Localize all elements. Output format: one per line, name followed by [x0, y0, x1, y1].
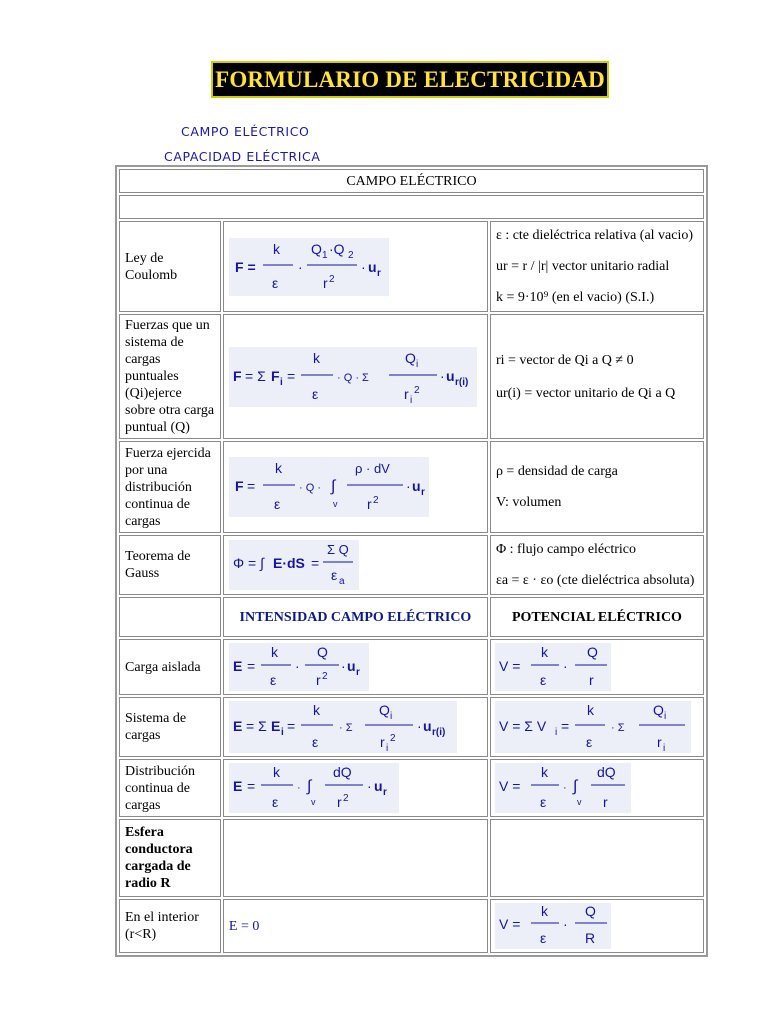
table-row [119, 314, 704, 439]
svg-text:ε: ε [271, 274, 279, 291]
note-text: ur(i) = vector unitario de Qi a Q [495, 385, 676, 401]
svg-text:E·dS: E·dS [272, 555, 305, 571]
row-label: Distribución continua de cargas [119, 759, 221, 817]
svg-text:= Σ: = Σ [245, 718, 267, 734]
svg-text:r: r [376, 267, 381, 279]
svg-text:∫: ∫ [306, 778, 312, 795]
table-row [119, 535, 704, 595]
formula-gauss [229, 540, 359, 590]
svg-text:r: r [656, 734, 662, 750]
svg-text:V =: V = [498, 778, 521, 794]
svg-text:Q: Q [378, 702, 390, 718]
svg-text:i: i [415, 358, 419, 370]
svg-text:·: · [294, 658, 300, 674]
svg-text:v: v [332, 499, 338, 509]
svg-text:ε: ε [585, 734, 593, 750]
table-subheader-row [119, 597, 704, 637]
svg-text:E: E [270, 718, 281, 734]
svg-text:Q: Q [652, 702, 664, 718]
svg-text:ε: ε [273, 496, 281, 512]
formula-v-distribucion [495, 763, 631, 813]
svg-text:·: · [296, 782, 301, 794]
svg-text:·: · [366, 778, 372, 794]
svg-text:Q: Q [316, 644, 328, 660]
svg-text:2: 2 [413, 384, 420, 396]
svg-text:r: r [366, 496, 372, 512]
note-text: ur = r / |r| vector unitario radial [495, 259, 670, 274]
svg-text:E: E [232, 658, 243, 674]
svg-text:u: u [422, 718, 432, 734]
formula-table [115, 165, 708, 957]
note-text: ri = vector de Qi a Q ≠ 0 [495, 352, 634, 368]
notes-cell [490, 221, 704, 312]
empty-cell [119, 597, 221, 637]
svg-text:i: i [279, 376, 283, 388]
table-row [119, 441, 704, 533]
svg-text:u: u [445, 367, 455, 384]
svg-text:=: = [246, 658, 256, 674]
note-text: V: volumen [495, 495, 562, 510]
formula-cell [223, 221, 488, 312]
row-label: Fuerzas que un sistema de cargas puntuales (Qi)ejerce sobre otra carga puntual (Q) [119, 314, 221, 439]
svg-text:u: u [346, 658, 356, 674]
svg-text:·: · [562, 916, 568, 932]
svg-text:· Σ: · Σ [610, 722, 625, 734]
svg-text:dQ: dQ [332, 764, 352, 780]
formula-cell [490, 639, 704, 695]
svg-text:V =: V = [498, 916, 521, 932]
svg-text:k: k [540, 644, 548, 660]
svg-text:u: u [411, 478, 421, 494]
svg-text:· Σ: · Σ [338, 722, 353, 734]
svg-text:2: 2 [321, 671, 328, 682]
table-row [119, 759, 704, 817]
formula-cell [223, 697, 488, 757]
row-label: Teorema de Gauss [119, 535, 221, 595]
formula-cell [223, 441, 488, 533]
svg-text:ε: ε [539, 672, 547, 688]
svg-text:k: k [312, 349, 320, 366]
formula-cell [223, 639, 488, 695]
formula-cell [223, 899, 488, 953]
table-row [119, 639, 704, 695]
svg-text:i: i [663, 711, 667, 722]
formula-cell [223, 314, 488, 439]
svg-text:r: r [322, 274, 328, 291]
subheader-intensidad: INTENSIDAD CAMPO ELÉCTRICO [223, 597, 488, 637]
svg-text:Q: Q [310, 240, 322, 257]
svg-text:k: k [586, 702, 594, 718]
svg-text:i: i [385, 743, 389, 753]
svg-text:2: 2 [328, 273, 335, 285]
row-label: Sistema de cargas [119, 697, 221, 757]
svg-text:ε: ε [271, 794, 279, 810]
svg-text:ε: ε [311, 385, 319, 402]
svg-text:·: · [562, 658, 568, 674]
page-title: FORMULARIO DE ELECTRICIDAD [211, 61, 609, 98]
svg-text:k: k [540, 764, 548, 780]
svg-text:k: k [540, 903, 548, 919]
svg-text:u: u [367, 258, 377, 275]
formula-distribucion-fuerza [229, 457, 429, 517]
svg-text:·: · [416, 718, 422, 734]
svg-text:ε: ε [330, 567, 338, 583]
svg-text:R: R [584, 930, 596, 946]
svg-text:r: r [420, 487, 425, 498]
svg-text:r: r [403, 385, 409, 402]
svg-text:=: = [310, 555, 320, 571]
svg-text:i: i [409, 394, 413, 406]
svg-text:r: r [379, 734, 385, 750]
svg-text:·: · [439, 367, 445, 384]
nav-link-campo-electrico[interactable]: CAMPO ELÉCTRICO [181, 124, 310, 139]
svg-text:2: 2 [342, 793, 349, 804]
svg-text:2: 2 [347, 249, 354, 261]
notes-cell [490, 535, 704, 595]
formula-v-interior [495, 903, 611, 949]
svg-text:F: F [270, 367, 280, 384]
svg-text:ρ · dV: ρ · dV [354, 461, 390, 476]
notes-cell [490, 314, 704, 439]
table-row [119, 697, 704, 757]
svg-text:· Q · Σ: · Q · Σ [336, 371, 369, 384]
svg-text:V = Σ V: V = Σ V [498, 718, 547, 734]
svg-text:2: 2 [389, 733, 396, 744]
empty-row [119, 195, 704, 219]
empty-cell [223, 819, 488, 897]
formula-v-sistema-cargas [495, 701, 691, 753]
svg-text:=: = [286, 367, 296, 384]
note-text: k = 9·10⁹ (en el vacio) (S.I.) [495, 290, 655, 305]
svg-text:Q: Q [584, 903, 596, 919]
row-label: Fuerza ejercida por una distribución continua de cargas [119, 441, 221, 533]
svg-text:r: r [336, 794, 342, 810]
svg-text:i: i [280, 727, 284, 738]
svg-text:r: r [588, 672, 594, 688]
svg-text:ε: ε [539, 794, 547, 810]
svg-text:v: v [310, 797, 316, 807]
table-row [119, 819, 704, 897]
svg-text:dQ: dQ [596, 764, 616, 780]
note-text: εa = ε · εo (cte dieléctrica absoluta) [495, 573, 695, 588]
svg-text:k: k [270, 644, 278, 660]
svg-text:·: · [340, 658, 346, 674]
svg-text:·: · [360, 258, 366, 275]
svg-text:a: a [338, 576, 345, 587]
svg-text:r(i): r(i) [431, 727, 446, 738]
row-label: Esfera conductora cargada de radio R [119, 819, 221, 897]
svg-text:E: E [232, 718, 243, 734]
svg-text:ε: ε [311, 734, 319, 750]
svg-text:1: 1 [321, 249, 328, 261]
svg-text:F: F [234, 478, 244, 494]
formula-v-carga-aislada [495, 643, 611, 691]
row-label: Carga aislada [119, 639, 221, 695]
formula-sistema-fuerzas [229, 347, 477, 407]
table-row [119, 221, 704, 312]
formula-cell [490, 899, 704, 953]
svg-text:Φ = ∫: Φ = ∫ [232, 555, 264, 571]
subheader-potencial: POTENCIAL ELÉCTRICO [490, 597, 704, 637]
svg-text:v: v [576, 797, 582, 807]
formula-cell [223, 759, 488, 817]
row-label: En el interior (r<R) [119, 899, 221, 953]
svg-text:· Q ·: · Q · [298, 482, 321, 494]
svg-text:r(i): r(i) [454, 376, 469, 388]
svg-text:r: r [355, 667, 360, 678]
svg-text:k: k [312, 702, 320, 718]
svg-text:= Σ: = Σ [244, 367, 266, 384]
row-label: Ley de Coulomb [119, 221, 221, 312]
note-text: ρ = densidad de carga [495, 464, 618, 479]
svg-text:E: E [232, 778, 243, 794]
svg-text:=: = [246, 778, 256, 794]
svg-text:ε: ε [539, 930, 547, 946]
svg-text:·: · [405, 478, 411, 494]
svg-text:=: = [286, 718, 296, 734]
svg-text:·: · [297, 258, 303, 275]
svg-text:∫: ∫ [330, 478, 336, 495]
svg-text:∫: ∫ [572, 778, 578, 795]
svg-text:ε: ε [269, 672, 277, 688]
svg-text:i: i [554, 727, 558, 738]
note-text: Φ : flujo campo eléctrico [495, 542, 637, 557]
svg-text:=: = [560, 718, 570, 734]
svg-text:Σ Q: Σ Q [326, 542, 349, 557]
svg-text:r: r [602, 794, 608, 810]
formula-e-distribucion [229, 763, 399, 813]
table-row [119, 899, 704, 953]
nav-link-capacidad-electrica[interactable]: CAPACIDAD ELÉCTRICA [164, 149, 321, 164]
svg-text:·: · [562, 782, 567, 794]
svg-text:k: k [272, 240, 280, 257]
svg-text:2: 2 [372, 495, 379, 506]
formula-e-sistema-cargas [229, 701, 457, 753]
table-header: CAMPO ELÉCTRICO [119, 169, 704, 193]
svg-text:=: = [246, 478, 256, 494]
note-text: ε : cte dieléctrica relativa (al vacio) [495, 228, 694, 243]
formula-coulomb [229, 238, 389, 296]
empty-cell [490, 819, 704, 897]
svg-text:r: r [382, 787, 387, 798]
svg-text:u: u [373, 778, 383, 794]
formula-e-interior: E = 0 [228, 918, 260, 934]
formula-cell [490, 697, 704, 757]
formula-cell [490, 759, 704, 817]
svg-text:i: i [389, 711, 393, 722]
svg-text:F: F [232, 367, 242, 384]
notes-cell [490, 441, 704, 533]
svg-text:Q: Q [404, 349, 416, 366]
svg-text:V =: V = [498, 658, 521, 674]
svg-text:Q: Q [586, 644, 598, 660]
svg-text:·Q: ·Q [328, 240, 345, 257]
formula-cell [223, 535, 488, 595]
svg-text:F =: F = [234, 258, 256, 275]
svg-text:k: k [274, 460, 282, 476]
svg-text:i: i [662, 743, 666, 753]
svg-text:k: k [272, 764, 280, 780]
svg-text:r: r [315, 672, 321, 688]
formula-e-carga-aislada [229, 643, 369, 691]
